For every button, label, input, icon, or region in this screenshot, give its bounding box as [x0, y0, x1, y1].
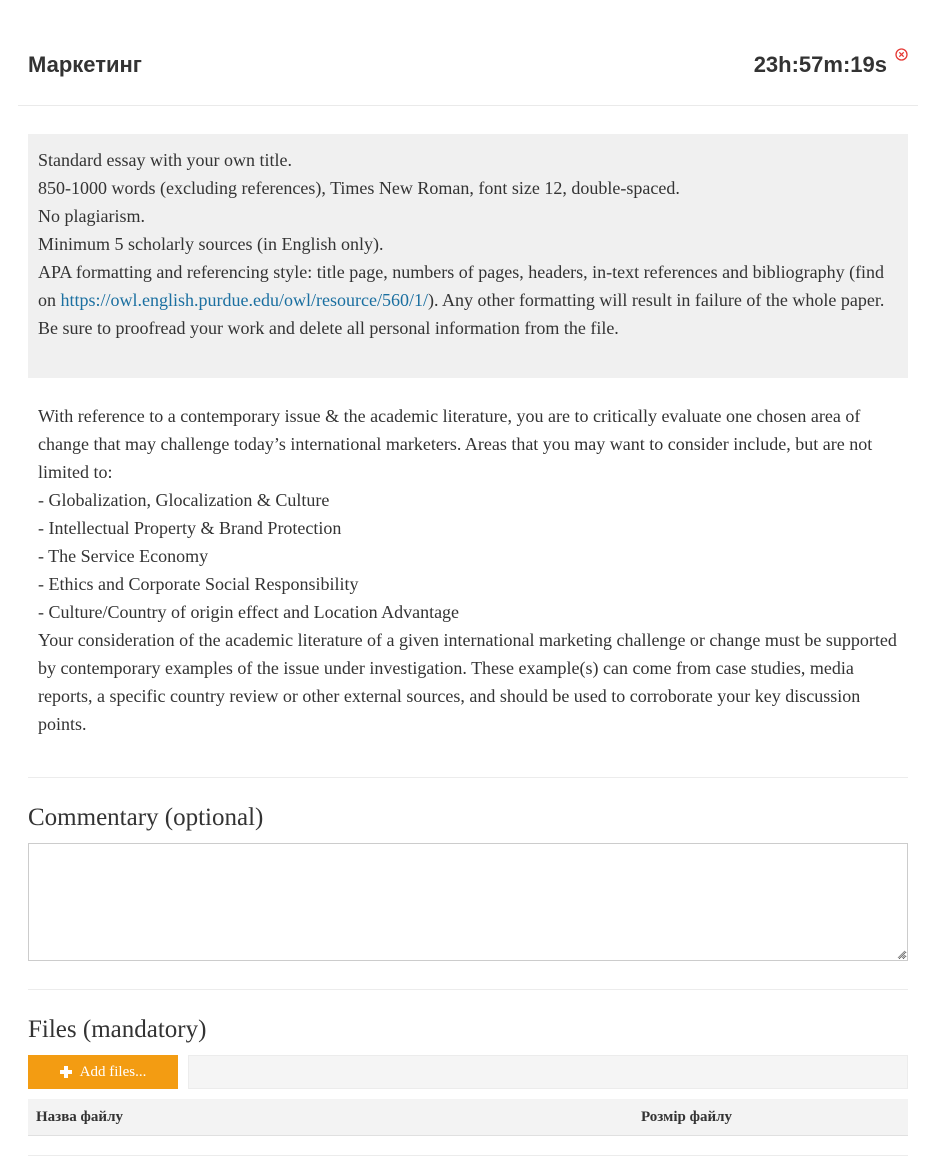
column-file-name: Назва файлу	[36, 1109, 123, 1125]
commentary-textarea[interactable]	[28, 843, 908, 961]
divider	[28, 777, 908, 778]
page-title: Маркетинг	[28, 52, 142, 77]
requirement-text: APA formatting and referencing style: title page, numbers of pages, headers, in-text references and bibliography (find on	[38, 262, 885, 310]
requirement-line	[38, 258, 898, 314]
close-circle-icon[interactable]	[895, 48, 908, 61]
files-table-header	[28, 1099, 908, 1136]
divider	[28, 1155, 908, 1156]
apa-guide-link[interactable]: https://owl.english.purdue.edu/owl/resource/560/1/	[60, 290, 428, 310]
task-item: - Globalization, Glocalization & Culture	[38, 490, 330, 510]
resize-grip-icon[interactable]	[896, 949, 906, 959]
task-intro: With reference to a contemporary issue & the academic literature, you are to critically evaluate one chosen area of change that may challenge today’s international marketers. Areas that you may want to consider include, but are not limited to:	[38, 406, 873, 482]
add-files-label: Add files...	[79, 1063, 147, 1080]
requirement-line: Be sure to proofread your work and delete all personal information from the file.	[38, 318, 619, 338]
commentary-title: Commentary (optional)	[28, 804, 264, 831]
page-header	[18, 0, 918, 106]
file-drop-area[interactable]	[188, 1055, 908, 1089]
task-item: - The Service Economy	[38, 546, 209, 566]
requirement-line: Standard essay with your own title.	[38, 150, 292, 170]
requirement-line: Minimum 5 scholarly sources (in English only).	[38, 234, 384, 254]
countdown-timer: 23h:57m:19s	[753, 52, 887, 77]
task-item: - Culture/Country of origin effect and Location Advantage	[38, 602, 460, 622]
requirement-text: ). Any other formatting will result in failure of the whole paper.	[427, 290, 885, 310]
requirement-line: No plagiarism.	[38, 206, 145, 226]
requirement-line: 850-1000 words (excluding references), Times New Roman, font size 12, double-spaced.	[38, 178, 680, 198]
add-files-button[interactable]	[28, 1055, 178, 1089]
task-item: - Ethics and Corporate Social Responsibility	[38, 574, 359, 594]
requirements-box	[28, 134, 908, 378]
column-file-size: Розмір файлу	[641, 1109, 733, 1125]
task-outro: Your consideration of the academic literature of a given international marketing challenge or change must be supported by contemporary examples of the issue under investigation. These example(s) can come from case studies, media reports, a specific country review or other external sources, and should be used to corroborate your key discussion points.	[38, 630, 897, 734]
task-description	[38, 402, 904, 738]
files-title: Files (mandatory)	[28, 1016, 207, 1043]
divider	[28, 989, 908, 990]
plus-icon	[60, 1066, 72, 1078]
task-item: - Intellectual Property & Brand Protection	[38, 518, 342, 538]
